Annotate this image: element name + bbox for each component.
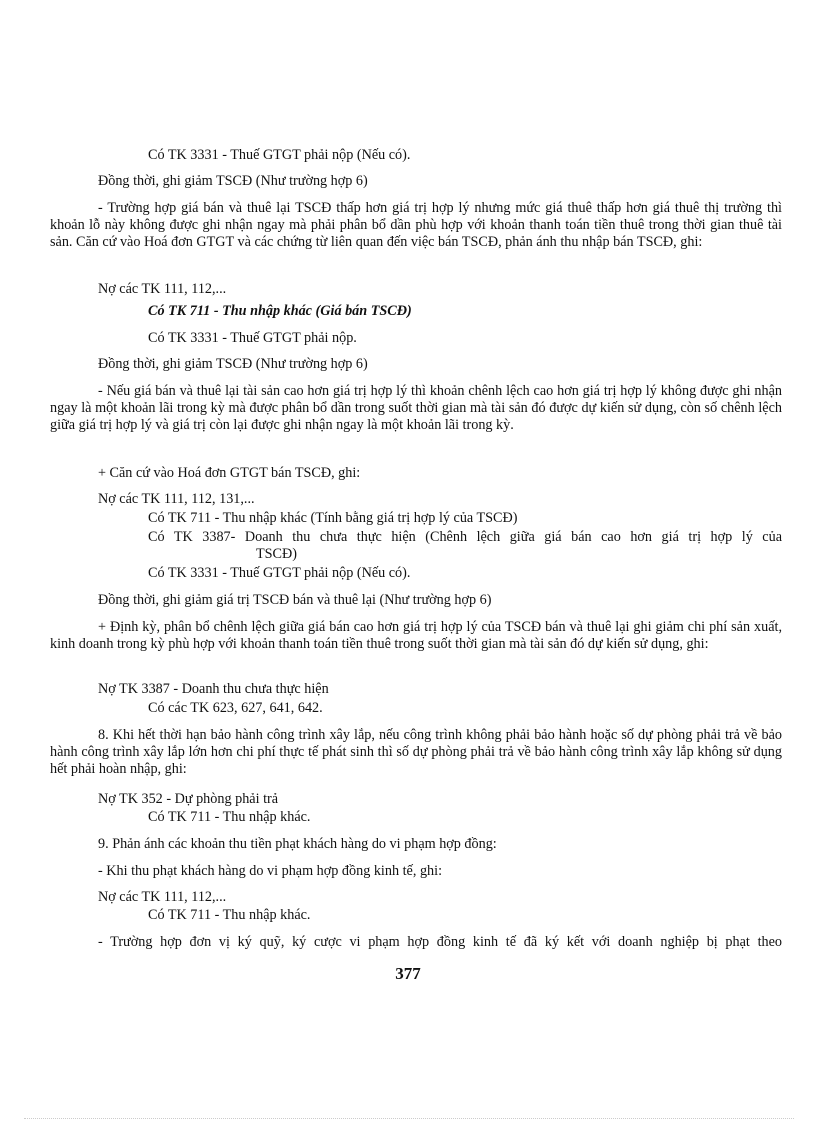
credit-line-3387: Có TK 3387- Doanh thu chưa thực hiện (Chênh lệch giữa giá bán cao hơn giá trị hợp lý của [148, 529, 782, 545]
page-bottom-divider [24, 1118, 794, 1119]
debit-line-352: Nợ TK 352 - Dự phòng phải trả [98, 791, 279, 807]
credit-line-3331: Có TK 3331 - Thuế GTGT phải nộp (Nếu có). [148, 565, 411, 581]
credit-line-3331: Có TK 3331 - Thuế GTGT phải nộp. [148, 330, 357, 346]
paragraph-warranty: 8. Khi hết thời hạn bảo hành công trình xây lắp, nếu công trình không phải bảo hành hoặc số dự phòng phải trả về bảo hành công trình xây lắp lớn hơn chi phí thực tế phát sinh thì số dự phòng phải trả về bảo hành công trình xây lắp không sử dụng hết phải hoàn nhập, ghi: [50, 727, 782, 777]
paragraph-periodic-allocation: + Định kỳ, phân bổ chênh lệch giữa giá bán cao hơn giá trị hợp lý của TSCĐ bán và thuê lại ghi giảm chi phí sản xuất, kinh doanh trong kỳ phù hợp với khoản thanh toán tiền thuê trong suốt thời gian mà tài sản đó dự kiến sử dụng, ghi: [50, 619, 782, 652]
debit-line: Nợ các TK 111, 112, 131,... [98, 491, 255, 507]
credit-line-711-heading: Có TK 711 - Thu nhập khác (Giá bán TSCĐ) [148, 303, 412, 319]
text-line: - Khi thu phạt khách hàng do vi phạm hợp đồng kinh tế, ghi: [98, 863, 443, 879]
debit-line: Nợ các TK 111, 112,... [98, 889, 227, 905]
credit-line-711: Có TK 711 - Thu nhập khác (Tính bằng giá trị hợp lý của TSCĐ) [148, 510, 518, 526]
debit-line: Nợ các TK 111, 112,... [98, 281, 227, 297]
credit-line-711: Có TK 711 - Thu nhập khác. [148, 809, 311, 825]
debit-line-3387: Nợ TK 3387 - Doanh thu chưa thực hiện [98, 681, 329, 697]
text-line: Đồng thời, ghi giảm TSCĐ (Như trường hợp 6) [98, 173, 368, 189]
text-line: Đồng thời, ghi giảm giá trị TSCĐ bán và thuê lại (Như trường hợp 6) [98, 592, 492, 608]
page-number: 377 [395, 964, 421, 983]
text-line: Đồng thời, ghi giảm TSCĐ (Như trường hợp 6) [98, 356, 368, 372]
text-line-last: - Trường hợp đơn vị ký quỹ, ký cược vi phạm hợp đồng kinh tế đã ký kết với doanh nghiệp bị phạt theo [98, 934, 782, 950]
credit-line-3387-cont: TSCĐ) [256, 546, 297, 562]
credit-line-expenses: Có các TK 623, 627, 641, 642. [148, 700, 323, 716]
section-heading-9: 9. Phản ánh các khoản thu tiền phạt khách hàng do vi phạm hợp đồng: [98, 836, 497, 852]
credit-line-711: Có TK 711 - Thu nhập khác. [148, 907, 311, 923]
credit-line-3331: Có TK 3331 - Thuế GTGT phải nộp (Nếu có). [148, 147, 411, 163]
paragraph-lease-loss: - Trường hợp giá bán và thuê lại TSCĐ thấp hơn giá trị hợp lý nhưng mức giá thuê thấp hơn giá thuê thị trường thì khoản lỗ này không được ghi nhận ngay mà phải phân bổ dần phù hợp với khoản thanh toán tiền thuê trong thời gian thuê tài sản. Căn cứ vào Hoá đơn GTGT và các chứng từ liên quan đến việc bán TSCĐ, phản ánh thu nhập bán TSCĐ, ghi: [50, 200, 782, 250]
text-line: + Căn cứ vào Hoá đơn GTGT bán TSCĐ, ghi: [98, 465, 361, 481]
paragraph-lease-gain: - Nếu giá bán và thuê lại tài sản cao hơn giá trị hợp lý thì khoản chênh lệch cao hơn giá trị hợp lý không được ghi nhận ngay là một khoản lãi trong kỳ mà được phân bổ dần trong suốt thời gian mà tài sản đó được dự kiến sử dụng, còn số chênh lệch giữa giá trị hợp lý và giá trị còn lại được ghi nhận ngay là một khoản lãi trong kỳ. [50, 383, 782, 433]
